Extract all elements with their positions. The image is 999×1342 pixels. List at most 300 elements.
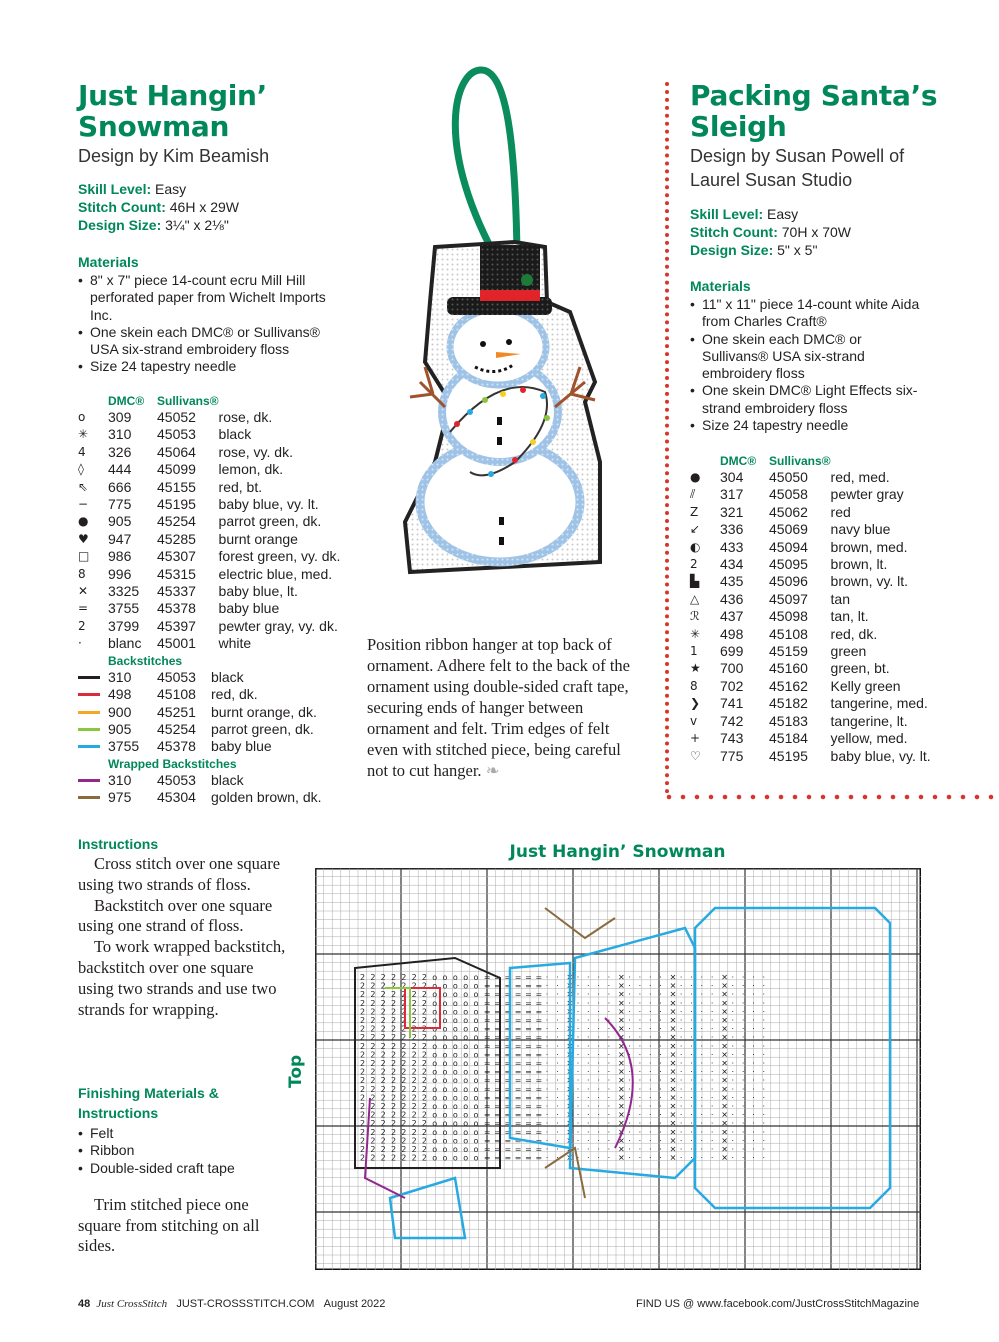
svg-text:o: o [432,1076,438,1086]
svg-text:o: o [432,1145,438,1154]
svg-text:·: · [752,973,755,982]
svg-text:=: = [514,1076,522,1086]
svg-text:✕: ✕ [669,1093,677,1103]
svg-text:·: · [659,1110,662,1120]
svg-text:✕: ✕ [721,1119,728,1129]
svg-text:·: · [576,1153,580,1163]
instructions-section [78,836,293,1020]
svg-text:=: = [483,1033,491,1043]
svg-text:·: · [597,1110,600,1120]
svg-text:·: · [576,973,580,982]
svg-text:2: 2 [360,1050,366,1060]
svg-text:✕: ✕ [618,1059,625,1068]
dmc-number: 743 [720,730,744,747]
svg-text:·: · [607,1067,611,1077]
sullivans-number: 45064 [157,443,196,460]
svg-text:✕: ✕ [566,1041,574,1051]
svg-text:·: · [628,1093,631,1103]
floss-key-row [78,618,340,635]
svg-text:o: o [473,1033,479,1043]
svg-text:2: 2 [380,1076,386,1086]
svg-text:·: · [752,1059,755,1068]
svg-text:·: · [690,1093,693,1103]
floss-symbol-icon: ⫽ [690,487,696,502]
svg-text:2: 2 [401,1145,407,1154]
svg-text:✕: ✕ [566,990,574,1000]
svg-text:✕: ✕ [721,1093,728,1103]
svg-text:·: · [679,1084,683,1094]
sullivans-number: 45095 [769,556,808,573]
svg-text:o: o [473,1084,479,1094]
svg-text:o: o [442,1033,448,1043]
svg-text:2: 2 [380,1084,386,1094]
floss-key-row [690,730,931,747]
sullivans-number: 45184 [769,730,808,747]
svg-text:·: · [679,1093,683,1103]
svg-text:·: · [762,1153,766,1163]
svg-text:·: · [607,1059,611,1068]
svg-text:·: · [628,1076,631,1086]
svg-text:·: · [752,1033,755,1043]
svg-text:·: · [648,1033,652,1043]
svg-text:·: · [587,1110,590,1120]
svg-text:·: · [741,1093,745,1103]
svg-text:·: · [545,1059,549,1068]
svg-text:2: 2 [421,1067,428,1077]
dmc-header: DMC® [108,394,145,408]
svg-text:·: · [741,1127,745,1137]
line-swatch [78,704,108,721]
svg-text:·: · [659,1136,662,1146]
svg-text:✕: ✕ [721,1067,728,1077]
backstitch-heading: Backstitches [108,653,183,668]
svg-text:·: · [638,1084,642,1094]
svg-text:2: 2 [380,1102,386,1111]
floss-key-row [690,504,931,521]
svg-text:·: · [752,1145,755,1154]
color-name: green, bt. [830,660,890,677]
right-floss-key [690,453,980,765]
svg-text:2: 2 [360,973,366,982]
svg-text:·: · [556,1016,559,1025]
svg-text:2: 2 [421,1059,428,1068]
svg-text:2: 2 [370,1067,376,1077]
svg-text:o: o [463,1093,469,1103]
svg-text:·: · [700,1110,704,1120]
svg-text:·: · [690,1145,693,1154]
svg-text:·: · [648,1024,652,1034]
svg-text:2: 2 [390,1016,397,1025]
svg-text:=: = [504,1145,512,1154]
svg-text:·: · [659,1102,662,1111]
svg-text:·: · [545,981,549,991]
svg-text:o: o [442,1110,448,1120]
svg-text:·: · [607,1153,611,1163]
svg-text:2: 2 [411,973,417,982]
svg-text:·: · [690,1024,693,1034]
dmc-number: 699 [720,643,744,660]
svg-text:·: · [545,1093,549,1103]
svg-text:✕: ✕ [618,973,625,982]
line-swatch [78,686,108,703]
svg-text:·: · [700,990,704,1000]
svg-text:2: 2 [411,1024,417,1034]
svg-text:2: 2 [401,1059,407,1068]
svg-text:=: = [504,1110,512,1120]
svg-text:·: · [762,1033,766,1043]
svg-text:✕: ✕ [721,1153,728,1163]
svg-text:2: 2 [401,981,407,991]
list-item: • Double-sided craft tape [78,1160,298,1177]
svg-text:=: = [494,1145,501,1154]
list-item: • Size 24 tapestry needle [690,417,920,434]
svg-text:✕: ✕ [618,1084,625,1094]
svg-text:2: 2 [411,1093,417,1103]
svg-text:·: · [690,973,693,982]
svg-text:2: 2 [370,981,376,991]
floss-symbol-icon: 8 [690,678,698,693]
svg-text:·: · [710,1102,714,1111]
svg-text:✕: ✕ [566,998,574,1008]
svg-text:2: 2 [390,1084,397,1094]
svg-text:2: 2 [360,1041,366,1051]
svg-text:2: 2 [411,1102,417,1111]
svg-text:·: · [731,998,735,1008]
svg-text:=: = [504,981,512,991]
svg-text:2: 2 [401,1119,407,1129]
svg-text:o: o [452,1110,458,1120]
svg-text:2: 2 [370,1084,376,1094]
backstitch-row [78,669,317,686]
svg-text:✕: ✕ [721,1041,728,1051]
dmc-number: 326 [108,443,132,460]
svg-text:2: 2 [401,1041,407,1051]
svg-text:o: o [432,1059,438,1068]
svg-text:·: · [700,1145,704,1154]
svg-text:·: · [659,1119,662,1129]
right-key-table [690,453,931,765]
svg-text:o: o [432,1127,438,1137]
svg-text:=: = [535,1050,543,1060]
sullivans-number: 45001 [157,635,196,652]
svg-text:·: · [752,1153,755,1163]
svg-text:·: · [638,1059,642,1068]
svg-text:·: · [587,1136,590,1146]
svg-text:·: · [741,1119,745,1129]
svg-text:·: · [607,1102,611,1111]
svg-text:o: o [442,1024,448,1034]
svg-text:·: · [741,1084,745,1094]
svg-text:·: · [607,998,611,1008]
sullivans-number: 45285 [157,530,196,547]
wrapped-heading: Wrapped Backstitches [108,756,237,771]
svg-text:·: · [710,990,714,1000]
svg-text:2: 2 [411,1067,417,1077]
svg-text:·: · [741,1102,745,1111]
svg-text:=: = [535,1076,543,1086]
svg-text:o: o [473,1016,479,1025]
svg-text:·: · [545,1033,549,1043]
svg-text:o: o [463,1102,469,1111]
svg-text:2: 2 [411,1076,417,1086]
svg-text:·: · [607,1110,611,1120]
svg-text:✕: ✕ [721,1007,728,1017]
floss-symbol-icon: ✳ [690,626,701,641]
svg-text:o: o [473,1145,479,1154]
svg-text:o: o [463,1007,469,1017]
floss-key-row [690,678,931,695]
svg-text:·: · [659,1127,662,1137]
svg-text:·: · [556,1041,559,1051]
svg-text:·: · [659,1024,662,1034]
svg-text:✕: ✕ [721,1127,728,1137]
svg-text:·: · [576,1102,580,1111]
svg-text:·: · [741,973,745,982]
svg-text:·: · [648,1110,652,1120]
svg-text:=: = [494,1050,501,1060]
svg-text:=: = [525,998,532,1008]
svg-text:2: 2 [401,1136,407,1146]
svg-text:✕: ✕ [618,1050,625,1060]
color-name: baby blue, vy. lt. [218,496,319,513]
svg-text:✕: ✕ [618,1024,625,1034]
color-name: baby blue [211,738,272,755]
svg-text:✕: ✕ [566,1102,574,1111]
svg-text:✕: ✕ [566,1067,574,1077]
dmc-number: 444 [108,461,132,478]
floss-symbol-icon: ◊ [78,462,84,477]
svg-text:·: · [648,1093,652,1103]
svg-text:·: · [731,1059,735,1068]
svg-text:·: · [628,1084,631,1094]
dmc-number: 437 [720,608,744,625]
svg-text:=: = [535,1136,543,1146]
svg-text:=: = [525,1145,532,1154]
dmc-number: 3325 [108,583,140,600]
svg-text:2: 2 [421,1050,428,1060]
svg-text:·: · [556,981,559,991]
svg-text:·: · [628,1059,631,1068]
svg-text:✕: ✕ [721,990,728,1000]
svg-text:=: = [483,1050,491,1060]
svg-text:·: · [710,1084,714,1094]
svg-text:·: · [545,1127,549,1137]
svg-text:✕: ✕ [566,1050,574,1060]
svg-text:=: = [535,1041,543,1051]
svg-text:·: · [597,1093,600,1103]
svg-text:2: 2 [380,1136,386,1146]
color-name: red, dk. [830,625,878,642]
svg-text:=: = [535,1119,543,1129]
svg-text:·: · [556,1007,559,1017]
svg-text:·: · [762,981,766,991]
sullivans-number: 45094 [769,538,808,555]
svg-text:✕: ✕ [566,1145,574,1154]
svg-text:=: = [514,1084,522,1094]
svg-text:=: = [483,1119,491,1129]
dmc-number: 309 [108,409,132,425]
svg-text:·: · [679,973,683,982]
floss-symbol-icon: Z [690,504,699,519]
svg-text:·: · [731,1153,735,1163]
svg-text:o: o [432,1093,438,1103]
svg-text:=: = [535,1127,543,1137]
svg-text:·: · [752,1067,755,1077]
svg-text:=: = [535,1007,543,1017]
svg-text:·: · [587,990,590,1000]
svg-text:=: = [514,990,522,1000]
color-name: red, med. [830,469,890,485]
svg-text:·: · [576,1067,580,1077]
line-swatch [78,669,108,686]
backstitch-row [78,704,317,721]
svg-text:·: · [607,981,611,991]
svg-text:·: · [556,1102,559,1111]
svg-text:·: · [700,973,704,982]
svg-text:·: · [587,973,590,982]
svg-text:·: · [762,1041,766,1051]
floss-symbol-icon: △ [690,591,700,606]
svg-text:2: 2 [360,1084,366,1094]
right-materials-list [690,296,920,434]
floss-symbol-icon: ✕ [78,584,89,599]
svg-text:2: 2 [380,1033,386,1043]
svg-text:✕: ✕ [669,1050,677,1060]
svg-text:·: · [679,990,683,1000]
svg-text:2: 2 [421,1076,428,1086]
svg-text:·: · [710,1093,714,1103]
svg-text:o: o [452,990,458,1000]
color-name: brown, lt. [830,556,888,573]
color-name: white [218,635,252,652]
sullivans-number: 45315 [157,565,196,582]
svg-text:2: 2 [360,1136,366,1146]
svg-text:=: = [514,1050,522,1060]
svg-text:=: = [504,998,512,1008]
svg-text:2: 2 [401,1033,407,1043]
svg-text:2: 2 [411,1110,417,1120]
svg-text:2: 2 [390,1145,397,1154]
stitch-chart [315,868,921,1270]
list-item: • Felt [78,1125,298,1142]
floss-key-row [78,426,340,443]
red-dot-divider-horizontal [665,792,999,802]
svg-text:·: · [710,1033,714,1043]
svg-text:·: · [545,1084,549,1094]
svg-text:·: · [607,1084,611,1094]
svg-text:=: = [514,1067,522,1077]
svg-text:·: · [731,1102,735,1111]
svg-text:=: = [514,1016,522,1025]
floss-symbol-icon: + [690,731,701,746]
svg-text:·: · [587,1127,590,1137]
svg-text:·: · [679,1145,683,1154]
svg-text:·: · [659,1050,662,1060]
svg-text:·: · [690,1050,693,1060]
svg-text:·: · [741,1033,745,1043]
svg-text:o: o [432,981,438,991]
svg-text:o: o [432,998,438,1008]
svg-text:o: o [473,1127,479,1137]
floss-key-row [78,409,340,426]
svg-text:=: = [494,1059,501,1068]
svg-text:·: · [679,1119,683,1129]
floss-key-row [690,695,931,712]
svg-text:·: · [690,1119,693,1129]
svg-text:o: o [452,973,458,982]
svg-text:·: · [628,998,631,1008]
svg-text:·: · [710,973,714,982]
svg-text:2: 2 [370,1110,376,1120]
dmc-number: 304 [720,469,744,485]
svg-text:=: = [483,1067,491,1077]
svg-text:o: o [473,1059,479,1068]
floss-symbol-icon: ✳ [78,427,89,442]
svg-text:o: o [473,1007,479,1017]
svg-text:o: o [452,1016,458,1025]
svg-text:·: · [576,1016,580,1025]
svg-text:o: o [452,1041,458,1051]
svg-text:·: · [648,1050,652,1060]
svg-text:·: · [587,1145,590,1154]
svg-text:o: o [473,1119,479,1129]
svg-text:2: 2 [360,1153,366,1163]
svg-text:·: · [659,1145,662,1154]
dmc-number: 700 [720,660,744,677]
dmc-number: 702 [720,677,744,694]
svg-text:·: · [752,981,755,991]
svg-text:=: = [483,1084,491,1094]
svg-text:2: 2 [411,1059,417,1068]
svg-text:✕: ✕ [618,1041,625,1051]
svg-text:·: · [545,1041,549,1051]
svg-text:2: 2 [360,1145,366,1154]
sullivans-number: 45183 [769,712,808,729]
svg-text:·: · [587,981,590,991]
list-item: • Ribbon [78,1142,298,1159]
svg-text:o: o [463,1145,469,1154]
svg-text:·: · [752,1110,755,1120]
svg-text:·: · [597,1153,600,1163]
svg-text:·: · [648,973,652,982]
svg-text:·: · [710,1136,714,1146]
floss-key-row [690,469,931,486]
svg-text:·: · [648,1016,652,1025]
svg-text:✕: ✕ [618,1119,625,1129]
svg-text:2: 2 [370,998,376,1008]
color-name: black [218,426,252,443]
svg-text:=: = [483,1093,491,1103]
svg-text:✕: ✕ [566,1093,574,1103]
svg-text:=: = [494,1016,501,1025]
dmc-number: 947 [108,530,132,547]
color-name: rose, dk. [218,409,273,425]
svg-text:·: · [597,973,600,982]
svg-text:=: = [525,1033,532,1043]
svg-text:=: = [525,1067,532,1077]
svg-text:·: · [731,1033,735,1043]
svg-text:o: o [432,990,438,1000]
svg-text:·: · [679,1041,683,1051]
svg-text:·: · [638,998,642,1008]
svg-text:·: · [710,1119,714,1129]
svg-text:✕: ✕ [669,1059,677,1068]
svg-text:·: · [700,1050,704,1060]
svg-text:2: 2 [380,1041,386,1051]
svg-text:·: · [576,1127,580,1137]
svg-text:=: = [514,1041,522,1051]
svg-text:·: · [638,1016,642,1025]
